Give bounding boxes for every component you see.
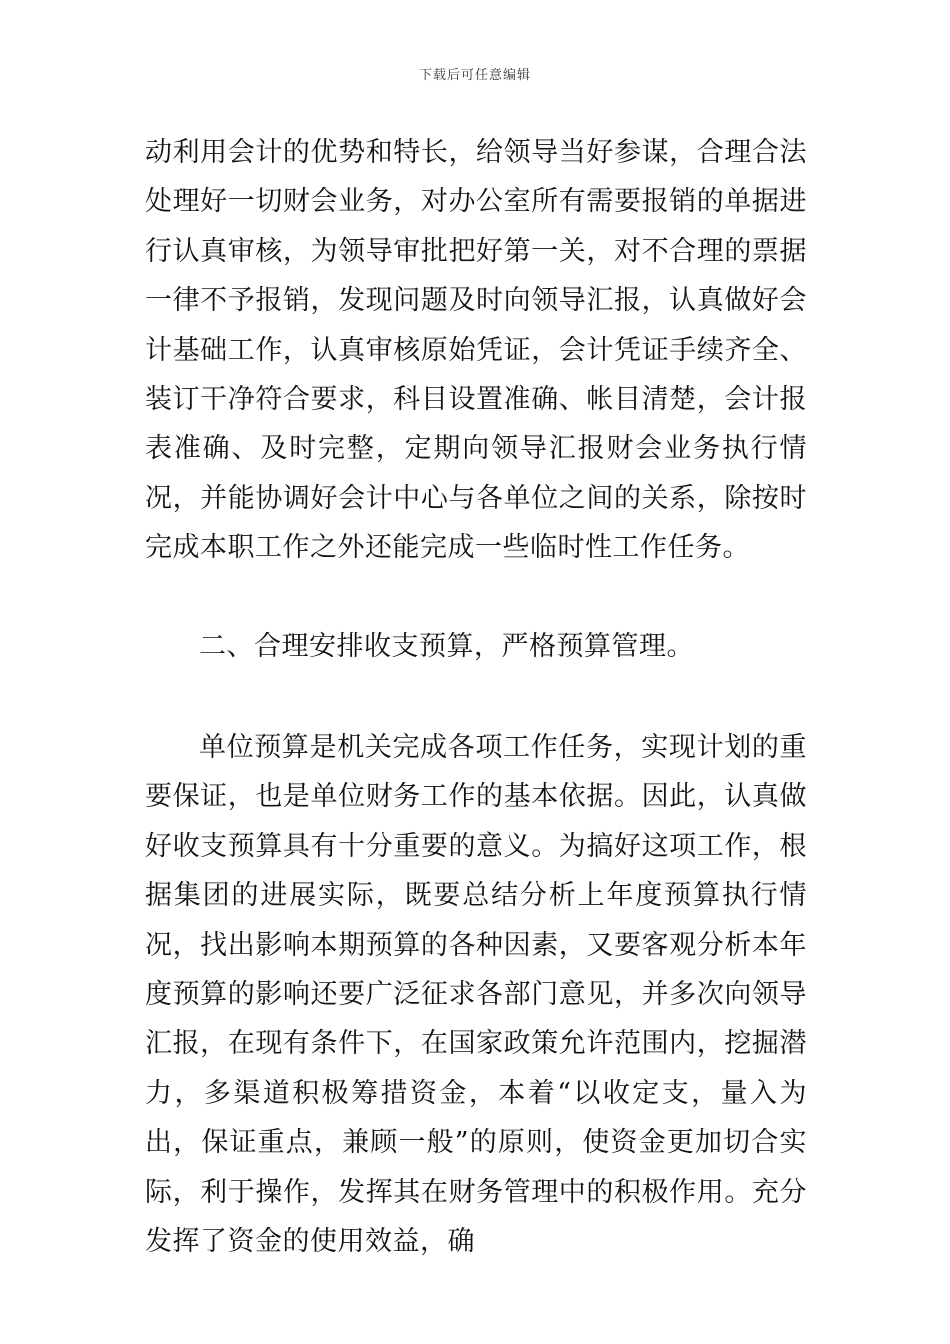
body-paragraph-2: 单位预算是机关完成各项工作任务，实现计划的重要保证，也是单位财务工作的基本依据。因此，认真做好收支预算具有十分重要的意义。为搞好这项工作，根据集团的进展实际，既要总结分析上年度预算执行情况，找出影响本期预算的各种因素，又要客观分析本年度预算的影响还要广泛征求各部门意见，并多次向领导汇报，在现有条件下，在国家政策允许范围内，挖掘潜力，多渠道积极筹措资金，本着“以收定支，量入为出，保证重点，兼顾一般”的原则，使资金更加切合实际，利于操作，发挥其在财务管理中的积极作用。充分发挥了资金的使用效益，确 xyxy=(145,732,807,1258)
body-paragraph-1: 动利用会计的优势和特长，给领导当好参谋，合理合法处理好一切财会业务，对办公室所有需要报销的单据进行认真审核，为领导审批把好第一关，对不合理的票据一律不予报销，发现问题及时向领导汇报，认真做好会计基础工作，认真审核原始凭证，会计凭证手续齐全、装订干净符合要求，科目设置准确、帐目清楚，会计报表准确、及时完整，定期向领导汇报财会业务执行情况，并能协调好会计中心与各单位之间的关系，除按时完成本职工作之外还能完成一些临时性工作任务。 xyxy=(145,137,807,564)
page-header-note: 下载后可任意编辑 xyxy=(418,68,531,83)
section-heading-2: 二、合理安排收支预算，严格预算管理。 xyxy=(199,631,694,662)
